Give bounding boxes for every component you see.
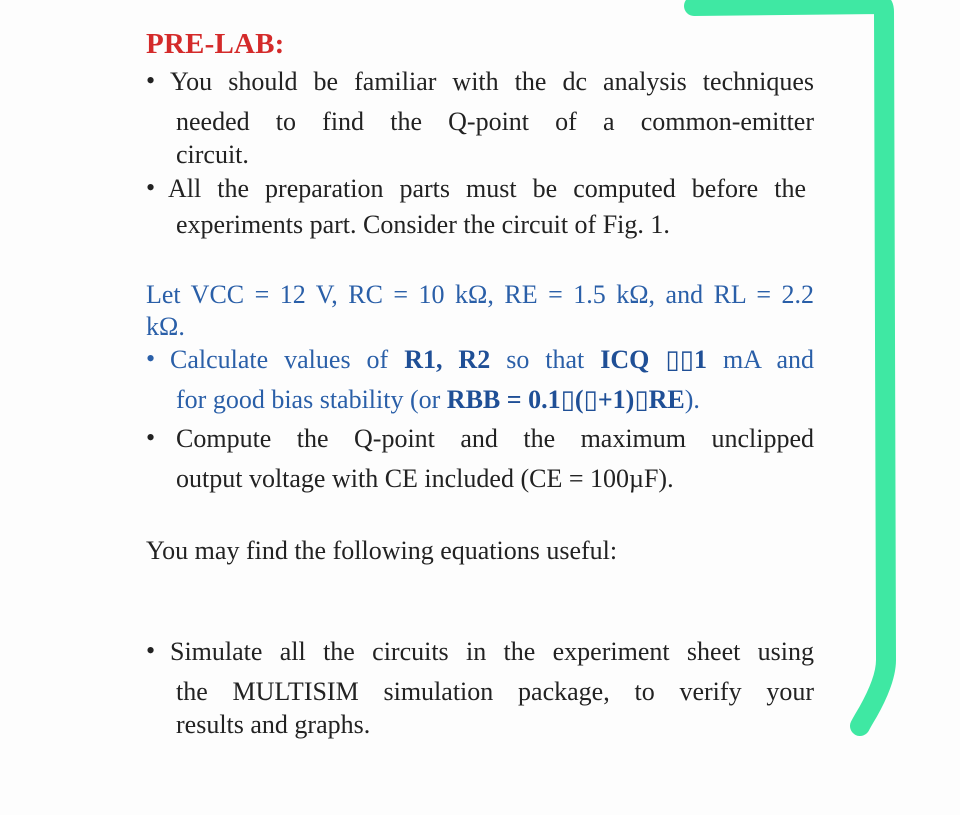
bullet3-line2-pre: for good bias stability (or bbox=[176, 385, 441, 414]
bullet-dot: • bbox=[146, 173, 156, 202]
given-values-line1: Let VCC = 12 V, RC = 10 kΩ, RE = 1.5 kΩ, and RL = 2.2 bbox=[146, 280, 814, 309]
bullet1-line3: circuit. bbox=[176, 140, 249, 169]
bullet5-line1: Simulate all the circuits in the experiment sheet using bbox=[170, 637, 814, 666]
bullet3-ma-and: mA and bbox=[722, 345, 815, 374]
bullet3-calc-text: Calculate values of bbox=[170, 345, 389, 374]
given-values-line2: kΩ. bbox=[146, 312, 185, 341]
bullet3-r1r2: R1, R2 bbox=[404, 345, 491, 374]
page-title: PRE-LAB: bbox=[146, 28, 285, 60]
bullet-dot: • bbox=[146, 636, 156, 665]
bullet3-line2-post: ). bbox=[684, 385, 700, 414]
bullet4-line2: output voltage with CE included (CE = 100µF). bbox=[176, 464, 674, 493]
equations-note: You may find the following equations useful: bbox=[146, 536, 618, 565]
bullet5-line3: results and graphs. bbox=[176, 710, 371, 739]
bullet-dot: • bbox=[146, 423, 156, 452]
bullet3-rbb: RBB = 0.1▯(▯+1)▯RE bbox=[446, 385, 685, 414]
bullet3-icq: ICQ ▯▯1 bbox=[600, 345, 707, 374]
bullet4-line1: Compute the Q-point and the maximum unclipped bbox=[176, 424, 814, 453]
bullet-dot: • bbox=[146, 344, 156, 373]
bullet3-so-that: so that bbox=[506, 345, 585, 374]
bullet3-line1 bbox=[170, 347, 814, 373]
bullet2-line1: All the preparation parts must be computed before the bbox=[168, 174, 806, 203]
bullet-dot: • bbox=[146, 66, 156, 95]
bullet1-line2: needed to find the Q-point of a common-emitter bbox=[176, 107, 814, 136]
bullet1-line1: You should be familiar with the dc analysis techniques bbox=[170, 67, 814, 96]
bullet2-line2: experiments part. Consider the circuit of Fig. 1. bbox=[176, 210, 670, 239]
bullet3-line2 bbox=[176, 387, 700, 413]
bullet5-line2: the MULTISIM simulation package, to verify your bbox=[176, 677, 814, 706]
